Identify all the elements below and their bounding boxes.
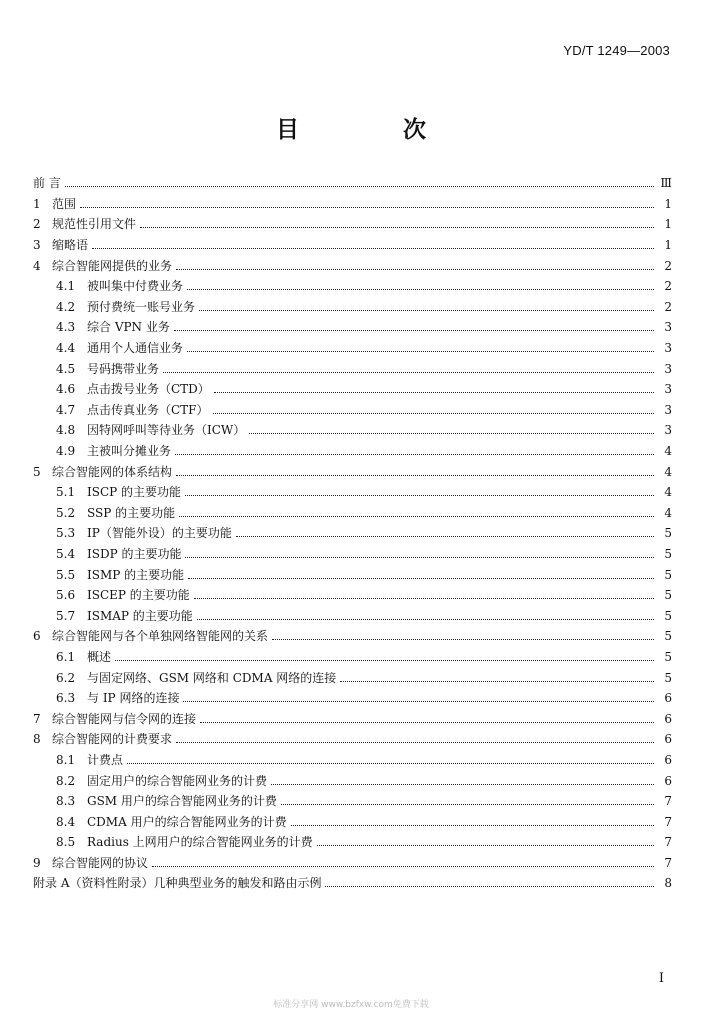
toc-entry-label: IP（智能外设）的主要功能 bbox=[87, 526, 232, 541]
dot-leader bbox=[249, 432, 654, 434]
toc-entry[interactable] bbox=[33, 688, 672, 709]
toc-entry-page: 3 bbox=[664, 423, 672, 438]
dot-leader bbox=[65, 185, 654, 187]
dot-leader bbox=[179, 515, 654, 517]
dot-leader bbox=[185, 494, 654, 496]
toc-entry-number: 5.4 bbox=[56, 546, 76, 561]
toc-entry-number: 5.2 bbox=[56, 505, 76, 520]
dot-leader bbox=[199, 309, 654, 311]
toc-entry-number: 8.3 bbox=[56, 794, 76, 809]
toc-entry[interactable] bbox=[33, 853, 672, 874]
toc-entry-page: 6 bbox=[664, 711, 672, 726]
toc-entry-number: 4.9 bbox=[56, 444, 76, 459]
toc-entry-number: 4.6 bbox=[56, 382, 76, 397]
toc-entry-number: 8 bbox=[33, 732, 41, 747]
toc-entry[interactable] bbox=[33, 832, 672, 853]
toc-entry-number: 6 bbox=[33, 629, 41, 644]
dot-leader bbox=[194, 597, 654, 599]
toc-entry-page: 5 bbox=[664, 546, 672, 561]
toc-entry-label: 主被叫分摊业务 bbox=[87, 444, 172, 459]
toc-entry[interactable] bbox=[33, 503, 672, 524]
dot-leader bbox=[80, 206, 654, 208]
toc-entry-number: 4.1 bbox=[56, 279, 76, 294]
dot-leader bbox=[271, 783, 654, 785]
toc-entry-label: 点击传真业务（CTF） bbox=[87, 402, 209, 417]
dot-leader bbox=[187, 350, 654, 352]
toc-entry-page: 8 bbox=[664, 876, 672, 891]
toc-entry-label: 与固定网络、GSM 网络和 CDMA 网络的连接 bbox=[87, 670, 337, 685]
toc-entry[interactable] bbox=[33, 770, 672, 791]
toc-entry-page: 7 bbox=[664, 835, 672, 850]
toc-entry-number: 7 bbox=[33, 711, 41, 726]
toc-entry-label: 缩略语 bbox=[52, 238, 89, 253]
dot-leader bbox=[174, 329, 654, 331]
dot-leader bbox=[185, 556, 654, 558]
toc-entry-label: 前 言 bbox=[33, 176, 61, 191]
toc-entry-label: ISCP 的主要功能 bbox=[87, 485, 182, 500]
toc-entry-page: 5 bbox=[664, 588, 672, 603]
toc-entry-label: GSM 用户的综合智能网业务的计费 bbox=[87, 794, 277, 809]
toc-entry-label: 点击拨号业务（CTD） bbox=[87, 382, 210, 397]
toc-entry-number: 4.5 bbox=[56, 361, 76, 376]
toc-entry-label: ISMP 的主要功能 bbox=[87, 567, 185, 582]
dot-leader bbox=[152, 865, 654, 867]
toc-entry[interactable] bbox=[33, 750, 672, 771]
dot-leader bbox=[140, 226, 654, 228]
dot-leader bbox=[214, 391, 654, 393]
toc-entry-page: 5 bbox=[664, 567, 672, 582]
dot-leader bbox=[176, 474, 654, 476]
toc-entry-number: 5.1 bbox=[56, 485, 76, 500]
toc-entry-label: 规范性引用文件 bbox=[52, 217, 137, 232]
dot-leader bbox=[127, 762, 654, 764]
toc-entry[interactable] bbox=[33, 214, 672, 235]
toc-entry-page: 5 bbox=[664, 608, 672, 623]
toc-entry[interactable] bbox=[33, 255, 672, 276]
toc-entry[interactable] bbox=[33, 708, 672, 729]
page-number: I bbox=[658, 971, 664, 986]
toc-entry[interactable] bbox=[33, 420, 672, 441]
dot-leader bbox=[291, 824, 654, 826]
toc-entry-label: 被叫集中付费业务 bbox=[87, 279, 184, 294]
toc-entry[interactable] bbox=[33, 482, 672, 503]
toc-entry[interactable] bbox=[33, 873, 672, 894]
toc-entry[interactable] bbox=[33, 585, 672, 606]
toc-entry-page: 7 bbox=[664, 794, 672, 809]
toc-entry[interactable] bbox=[33, 338, 672, 359]
dot-leader bbox=[175, 453, 654, 455]
toc-entry[interactable] bbox=[33, 358, 672, 379]
toc-entry-page: 3 bbox=[664, 382, 672, 397]
toc-entry[interactable] bbox=[33, 544, 672, 565]
dot-leader bbox=[197, 618, 654, 620]
toc-entry-number: 8.5 bbox=[56, 835, 76, 850]
toc-entry-label: ISMAP 的主要功能 bbox=[87, 608, 193, 623]
toc-entry-page: 2 bbox=[664, 299, 672, 314]
toc-entry[interactable] bbox=[33, 379, 672, 400]
toc-entry-label: Radius 上网用户的综合智能网业务的计费 bbox=[87, 835, 313, 850]
toc-entry-number: 1 bbox=[33, 196, 41, 211]
toc-entry-label: 综合智能网的协议 bbox=[52, 855, 149, 870]
toc-entry-page: 5 bbox=[664, 629, 672, 644]
toc-entry[interactable] bbox=[33, 605, 672, 626]
dot-leader bbox=[176, 268, 654, 270]
toc-entry-label: 综合智能网的计费要求 bbox=[52, 732, 173, 747]
toc-entry-number: 2 bbox=[33, 217, 41, 232]
toc-entry-label: 概述 bbox=[87, 649, 112, 664]
toc-entry[interactable] bbox=[33, 523, 672, 544]
toc-entry-number: 4.4 bbox=[56, 341, 76, 356]
toc-entry-number: 6.2 bbox=[56, 670, 76, 685]
toc-entry-page: 3 bbox=[664, 361, 672, 376]
toc-entry[interactable] bbox=[33, 400, 672, 421]
toc-entry-label: ISCEP 的主要功能 bbox=[87, 588, 190, 603]
toc-entry-label: 范围 bbox=[52, 196, 77, 211]
toc-entry-page: 7 bbox=[664, 814, 672, 829]
toc-entry-number: 6.1 bbox=[56, 649, 76, 664]
dot-leader bbox=[92, 247, 654, 249]
dot-leader bbox=[325, 885, 654, 887]
toc-entry-number: 3 bbox=[33, 238, 41, 253]
toc-entry[interactable] bbox=[33, 461, 672, 482]
toc-entry-page: 4 bbox=[664, 464, 672, 479]
table-of-contents bbox=[33, 173, 672, 894]
dot-leader bbox=[176, 741, 654, 743]
toc-entry[interactable] bbox=[33, 564, 672, 585]
toc-entry-page: 3 bbox=[664, 320, 672, 335]
toc-entry-page: 1 bbox=[664, 196, 672, 211]
toc-entry-number: 8.4 bbox=[56, 814, 76, 829]
dot-leader bbox=[188, 577, 654, 579]
toc-entry[interactable] bbox=[33, 297, 672, 318]
toc-entry-number: 5 bbox=[33, 464, 41, 479]
dot-leader bbox=[236, 535, 654, 537]
toc-entry-page: 5 bbox=[664, 649, 672, 664]
toc-entry[interactable] bbox=[33, 729, 672, 750]
dot-leader bbox=[200, 721, 654, 723]
toc-entry-label: 计费点 bbox=[87, 752, 124, 767]
toc-entry-page: 2 bbox=[664, 279, 672, 294]
toc-entry-page: 1 bbox=[664, 238, 672, 253]
dot-leader bbox=[281, 803, 654, 805]
toc-entry-page: 6 bbox=[664, 732, 672, 747]
toc-entry-page: 3 bbox=[664, 341, 672, 356]
dot-leader bbox=[163, 371, 654, 373]
toc-entry-number: 5.7 bbox=[56, 608, 76, 623]
toc-entry-number: 6.3 bbox=[56, 691, 76, 706]
toc-entry-number: 8.2 bbox=[56, 773, 76, 788]
toc-entry-label: ISDP 的主要功能 bbox=[87, 546, 182, 561]
toc-entry-number: 4.3 bbox=[56, 320, 76, 335]
standard-code: YD/T 1249—2003 bbox=[563, 43, 670, 58]
toc-entry-page: 3 bbox=[664, 402, 672, 417]
toc-entry-label: 因特网呼叫等待业务（ICW） bbox=[87, 423, 246, 438]
toc-entry-page: Ⅲ bbox=[660, 176, 672, 191]
toc-entry-page: 4 bbox=[664, 485, 672, 500]
watermark: 标准分享网 www.bzfxw.com免费下载 bbox=[273, 1000, 429, 1010]
dot-leader bbox=[115, 659, 654, 661]
toc-entry-label: 号码携带业务 bbox=[87, 361, 160, 376]
toc-entry-page: 1 bbox=[664, 217, 672, 232]
toc-entry[interactable] bbox=[33, 317, 672, 338]
toc-entry[interactable] bbox=[33, 235, 672, 256]
toc-entry-page: 6 bbox=[664, 773, 672, 788]
toc-entry-page: 5 bbox=[664, 670, 672, 685]
toc-entry[interactable] bbox=[33, 647, 672, 668]
dot-leader bbox=[272, 638, 654, 640]
toc-entry-page: 2 bbox=[664, 258, 672, 273]
toc-entry-page: 5 bbox=[664, 526, 672, 541]
toc-entry-page: 4 bbox=[664, 444, 672, 459]
toc-entry-number: 8.1 bbox=[56, 752, 76, 767]
toc-entry[interactable] bbox=[33, 173, 672, 194]
toc-entry-page: 6 bbox=[664, 691, 672, 706]
dot-leader bbox=[187, 288, 654, 290]
toc-entry[interactable] bbox=[33, 626, 672, 647]
dot-leader bbox=[183, 700, 654, 702]
dot-leader bbox=[317, 844, 654, 846]
toc-entry[interactable] bbox=[33, 276, 672, 297]
toc-entry-label: 固定用户的综合智能网业务的计费 bbox=[87, 773, 268, 788]
toc-entry-label: 综合智能网与信令网的连接 bbox=[52, 711, 197, 726]
toc-entry-number: 5.6 bbox=[56, 588, 76, 603]
dot-leader bbox=[213, 412, 654, 414]
toc-entry[interactable] bbox=[33, 441, 672, 462]
toc-entry-label: 综合智能网与各个单独网络智能网的关系 bbox=[52, 629, 269, 644]
toc-entry-label: 综合智能网提供的业务 bbox=[52, 258, 173, 273]
toc-entry-page: 6 bbox=[664, 752, 672, 767]
toc-entry-number: 9 bbox=[33, 855, 41, 870]
toc-entry[interactable] bbox=[33, 791, 672, 812]
toc-entry-label: 预付费统一账号业务 bbox=[87, 299, 196, 314]
toc-entry-page: 4 bbox=[664, 505, 672, 520]
dot-leader bbox=[340, 680, 654, 682]
toc-entry-page: 7 bbox=[664, 855, 672, 870]
toc-entry-label: 附录 A（资料性附录）几种典型业务的触发和路由示例 bbox=[33, 876, 322, 891]
toc-entry-number: 4.7 bbox=[56, 402, 76, 417]
toc-entry[interactable] bbox=[33, 667, 672, 688]
toc-entry-label: 与 IP 网络的连接 bbox=[87, 691, 180, 706]
toc-entry-label: 综合 VPN 业务 bbox=[87, 320, 170, 335]
toc-entry[interactable] bbox=[33, 194, 672, 215]
toc-entry-number: 5.3 bbox=[56, 526, 76, 541]
toc-entry-label: 通用个人通信业务 bbox=[87, 341, 184, 356]
toc-entry-number: 4 bbox=[33, 258, 41, 273]
toc-entry[interactable] bbox=[33, 811, 672, 832]
toc-entry-number: 4.8 bbox=[56, 423, 76, 438]
toc-entry-label: CDMA 用户的综合智能网业务的计费 bbox=[87, 814, 287, 829]
toc-entry-number: 5.5 bbox=[56, 567, 76, 582]
toc-entry-label: 综合智能网的体系结构 bbox=[52, 464, 173, 479]
page-title: 目 次 bbox=[275, 117, 474, 143]
toc-entry-label: SSP 的主要功能 bbox=[87, 505, 176, 520]
toc-entry-number: 4.2 bbox=[56, 299, 76, 314]
